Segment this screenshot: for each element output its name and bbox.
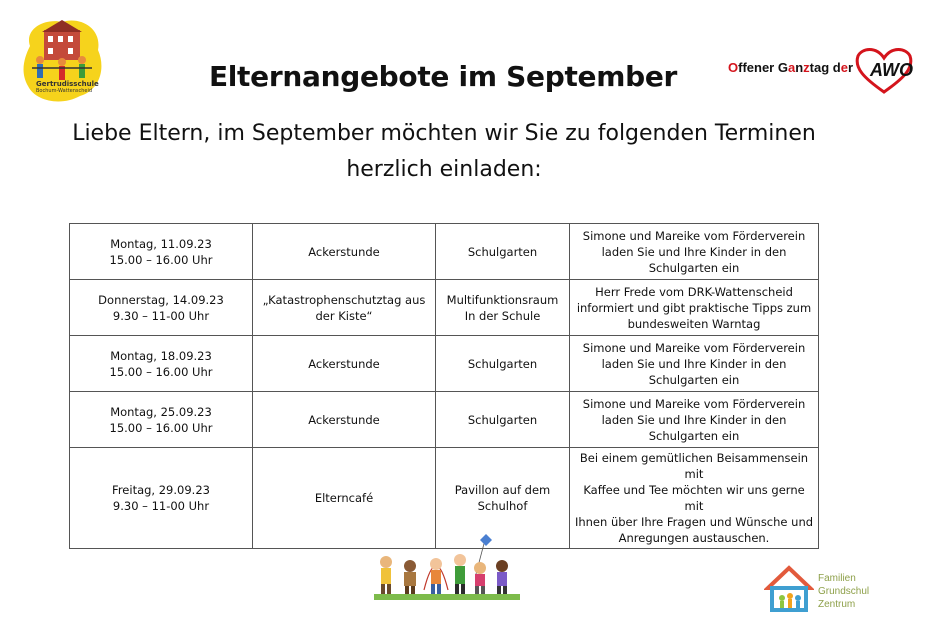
event-place: Schulgarten <box>467 356 538 371</box>
event-desc-line: Simone und Mareike vom Förderverein <box>582 396 806 411</box>
event-desc-cell <box>570 448 819 549</box>
intro-text <box>40 116 848 188</box>
school-logo-subtext: Bochum-Wattenscheid <box>36 88 93 94</box>
event-desc-cell <box>570 224 819 280</box>
event-desc-line: Schulgarten ein <box>648 372 740 387</box>
event-place-cell <box>436 280 570 336</box>
event-desc-line: laden Sie und Ihre Kinder in den <box>601 244 787 259</box>
event-title: Ackerstunde <box>253 336 436 392</box>
event-desc-line: laden Sie und Ihre Kinder in den <box>601 356 787 371</box>
awo-tagline: Offener Ganztag der <box>728 60 854 75</box>
event-desc-line: informiert und gibt praktische Tipps zum <box>576 300 812 315</box>
event-desc-line: Schulgarten ein <box>648 260 740 275</box>
event-desc-line: Herr Frede vom DRK-Wattenscheid <box>595 284 793 299</box>
event-place: Pavillon auf dem <box>454 483 551 497</box>
event-date: Donnerstag, 14.09.23 <box>98 292 224 307</box>
event-desc-line: Bei einem gemütlichen Beisammensein mit <box>579 451 809 481</box>
event-place: Schulhof <box>477 499 528 513</box>
event-time: 9.30 – 11-00 Uhr <box>112 308 210 323</box>
event-date: Freitag, 29.09.23 <box>112 483 210 497</box>
house-icon <box>764 564 814 614</box>
table-row <box>70 392 819 448</box>
event-title: „Katastrophenschutztag aus der Kiste“ <box>253 280 436 336</box>
awo-brand: AWO <box>870 60 913 80</box>
page-title: Elternangebote im September <box>208 60 678 93</box>
event-place: Schulgarten <box>467 412 538 427</box>
school-logo-name: Gertrudisschule <box>36 80 99 88</box>
event-place: Schulgarten <box>467 244 538 259</box>
event-date: Montag, 25.09.23 <box>110 404 212 419</box>
fgz-logo-text <box>818 572 869 611</box>
event-desc-cell <box>570 280 819 336</box>
event-place: In der Schule <box>464 308 541 323</box>
fgz-line-2: Grundschul <box>818 586 870 597</box>
event-desc-line: laden Sie und Ihre Kinder in den <box>601 412 787 427</box>
event-title: Ackerstunde <box>253 224 436 280</box>
event-place-cell <box>436 224 570 280</box>
event-desc-line: bundesweiten Warntag <box>627 316 761 331</box>
table-row <box>70 336 819 392</box>
event-date-cell <box>70 280 253 336</box>
fgz-line-3: Zentrum <box>818 599 856 610</box>
table-row <box>70 280 819 336</box>
intro-line-2: herzlich einladen: <box>346 157 542 182</box>
event-desc-line: Kaffee und Tee möchten wir uns gerne mit <box>583 483 805 513</box>
event-time: 15.00 – 16.00 Uhr <box>109 364 213 379</box>
event-desc-line: Anregungen austauschen. <box>618 531 770 545</box>
event-place-cell <box>436 336 570 392</box>
event-date-cell <box>70 448 253 549</box>
event-title: Ackerstunde <box>253 392 436 448</box>
children-illustration <box>372 534 522 602</box>
event-date-cell <box>70 224 253 280</box>
event-place-cell <box>436 392 570 448</box>
event-date: Montag, 18.09.23 <box>110 348 212 363</box>
fgz-logo <box>764 564 914 620</box>
event-desc-line: Schulgarten ein <box>648 428 740 443</box>
event-title: Elterncafé <box>253 448 436 549</box>
event-desc-line: Simone und Mareike vom Förderverein <box>582 340 806 355</box>
event-desc-cell <box>570 392 819 448</box>
intro-line-1: Liebe Eltern, im September möchten wir Sie zu folgenden Terminen <box>72 121 816 146</box>
table-row <box>70 224 819 280</box>
event-time: 15.00 – 16.00 Uhr <box>109 252 213 267</box>
event-place: Multifunktionsraum <box>446 292 559 307</box>
event-time: 15.00 – 16.00 Uhr <box>109 420 213 435</box>
event-desc-line: Simone und Mareike vom Förderverein <box>582 228 806 243</box>
events-table <box>69 223 819 549</box>
event-date: Montag, 11.09.23 <box>110 236 212 251</box>
event-date-cell <box>70 336 253 392</box>
event-date-cell <box>70 392 253 448</box>
event-time: 9.30 – 11-00 Uhr <box>112 499 210 513</box>
event-desc-cell <box>570 336 819 392</box>
fgz-line-1: Familien <box>818 573 856 584</box>
event-desc-line: Ihnen über Ihre Fragen und Wünsche und <box>574 515 814 529</box>
